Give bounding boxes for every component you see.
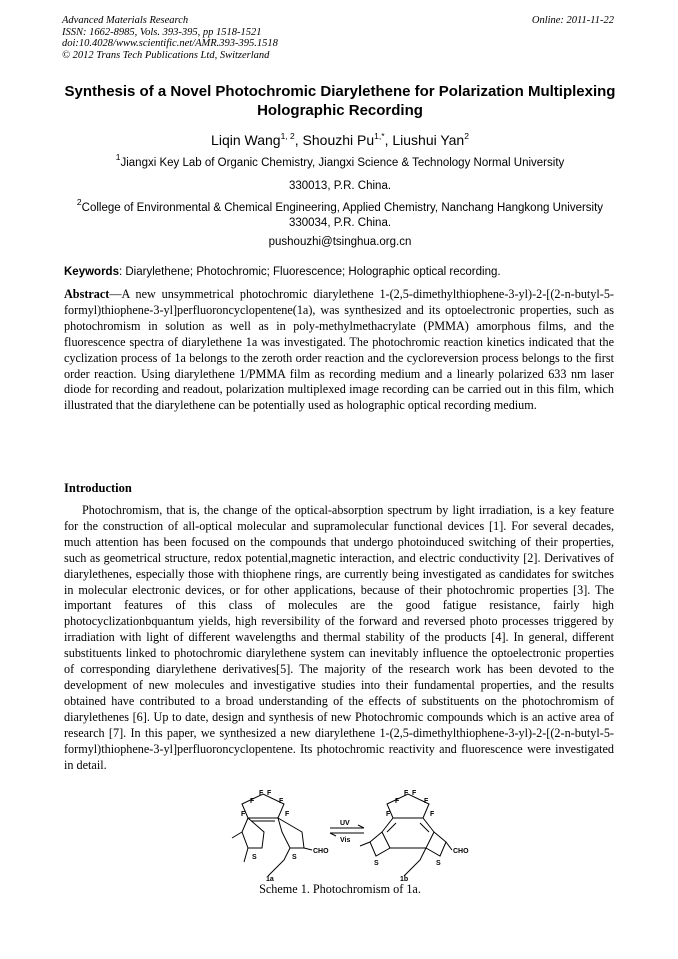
fluorine-atom-label: F	[412, 790, 417, 797]
author-email: pushouzhi@tsinghua.org.cn	[268, 236, 412, 248]
journal-header	[62, 15, 278, 61]
author-separator: ,	[294, 132, 303, 148]
fluorine-atom-label: F	[424, 798, 429, 805]
thiophene-ring-right-closed	[426, 832, 446, 856]
author-affiliation-mark: 2	[464, 131, 469, 141]
affiliation-2	[62, 197, 618, 231]
fluorine-atom-label: F	[386, 811, 391, 818]
author-affiliation-mark: 1, 2	[280, 131, 295, 141]
methyl-bond	[232, 832, 242, 838]
introduction-text: Photochromism, that is, the change of the optical-absorption spectrum by light irradiation, is a key feature for the construction of all-optical molecular and supramolecular functional devices [1]. For several decades, much attention has been focused on the compounds that undergo photoinduced switching of their properties, such as geometrical structure, redox potential,magnetic interaction, and electric conductivity [2]. Derivatives of diarylethenes, especially those with thiophene rings, are currently being investigated as candidates for switches in molecular electronic devices, or for other applications, because of their photochromic properties [3]. The important features of this class of molecules are the good fatigue resistance, fairly high photocyclizationbquantum yields, high reversibility of the forward and reversed photo processes triggered by irradiation with light of different wavelengths and thermal stability of the products [4]. In general, different substituents linked to photochromic diarylethene system can inevitably influence the optoelectronic properties of corresponding diarylethene derivatives[5]. The majority of the research work has been devoted to the development of new molecules and investigative studies into their fundamental properties, and the results obtained have contributed to a broad understanding of the effects of substituents on the photochromism of diarylethenes [6]. Up to date, design and synthesis of new Photochromic compounds which is an active area of research [7]. In this paper, we synthesized a new diarylethene 1-(2,5-dimethylthiophene-3-yl)-2-[(2-n-butyl-5-formyl)thiophene-3-yl]perfluoroncyclopentene. Its photochromic reactivity and fluorescence were investigated in detail.	[64, 503, 614, 772]
corresponding-author-mark: *	[381, 131, 385, 141]
formyl-bond	[446, 842, 452, 850]
compound-label-1b: 1b	[400, 876, 409, 882]
author-list	[60, 131, 620, 149]
sulfur-atom-label: S	[374, 860, 379, 867]
thiophene-ring-right-open	[278, 818, 304, 848]
sulfur-atom-label: S	[252, 854, 257, 861]
fluorine-atom-label: F	[267, 790, 272, 797]
vis-label: Vis	[340, 837, 351, 844]
perfluorocyclopentene-ring-open	[242, 794, 284, 818]
methyl-bond	[244, 848, 248, 862]
fluorine-atom-label: F	[279, 798, 284, 805]
thiophene-ring-left-closed	[370, 832, 390, 856]
scheme-caption: Scheme 1. Photochromism of 1a.	[259, 882, 421, 896]
abstract	[64, 287, 614, 414]
fluorine-atom-label: F	[259, 790, 264, 797]
journal-name: Advanced Materials Research	[62, 15, 189, 26]
affiliation-text: College of Environmental & Chemical Engineering, Applied Chemistry, Nanchang Hangkong University 330034, P.R. China.	[81, 202, 604, 229]
butyl-chain	[404, 848, 426, 876]
compound-label-1a: 1a	[266, 876, 274, 882]
author-affiliation-mark: 1,*	[374, 131, 385, 141]
fluorine-atom-label: F	[430, 811, 435, 818]
central-ring-closed	[382, 818, 434, 848]
sulfur-atom-label: S	[292, 854, 297, 861]
abstract-label: Abstract	[64, 287, 110, 301]
perfluorocyclopentene-ring-closed	[387, 794, 429, 818]
aldehyde-group-label: CHO	[453, 848, 469, 855]
author-name: Liushui Yan	[392, 132, 465, 148]
uv-label: UV	[340, 820, 350, 827]
butyl-chain	[268, 848, 290, 876]
fluorine-atom-label: F	[285, 811, 290, 818]
affiliation-number: 1	[115, 152, 121, 162]
journal-issn: ISSN: 1662-8985, Vols. 393-395, pp 1518-1521	[62, 26, 262, 38]
affiliation-text: Jiangxi Key Lab of Organic Chemistry, Jiangxi Science & Technology Normal University	[120, 157, 565, 169]
abstract-text: —A new unsymmetrical photochromic diarylethene 1-(2,5-dimethylthiophene-3-yl)-2-[(2-n-butyl-5-formyl)thiophene-3-yl]perfluoroncyclopentene(1a), was synthesized and its optoelectronic properties, such as photochromism in solution as well as in poly-methylmethacrylate (PMMA) amorphous films, and the fluorescence spectra of diarylethene 1a was investigated. The photochromic reaction kinetics indicated that the cyclization process of 1a belongs to the zeroth order reaction and the cycloreversion process belongs to the first order reaction. Using diarylethene 1/PMMA film as recording medium and a linearly polarized 633 nm laser diode for recording and readout, polarization multiplexed image recording can be carried out in this film, which illustrated that the diarylethene can be potentially used as holographic optical recording medium.	[64, 287, 614, 413]
author-separator: ,	[384, 132, 393, 148]
fluorine-atom-label: F	[250, 798, 255, 805]
scheme-photochromism-figure	[230, 790, 480, 882]
keywords-text: : Diarylethene; Photochromic; Fluorescence; Holographic optical recording.	[118, 266, 501, 278]
keywords-label: Keywords	[64, 266, 119, 278]
fluorine-atom-label: F	[241, 811, 246, 818]
author-name: Liqin Wang	[211, 132, 281, 148]
formyl-bond	[304, 848, 312, 850]
thiophene-ring-left-open	[242, 818, 264, 848]
methyl-bond	[360, 842, 370, 846]
journal-copyright: © 2012 Trans Tech Publications Ltd, Switzerland	[62, 49, 270, 61]
journal-doi: doi:10.4028/www.scientific.net/AMR.393-395.1518	[62, 38, 278, 49]
paper-title: Synthesis of a Novel Photochromic Diarylethene for Polarization Multiplexing Holographic Recording	[64, 83, 616, 119]
section-heading-introduction: Introduction	[64, 481, 132, 495]
affiliation-1-line2: 330013, P.R. China.	[288, 180, 392, 192]
online-date: Online: 2011-11-22	[531, 15, 614, 26]
fluorine-atom-label: F	[404, 790, 409, 797]
affiliation-1	[62, 152, 618, 171]
fluorine-atom-label: F	[395, 798, 400, 805]
keywords	[64, 265, 616, 280]
affiliation-number: 2	[76, 197, 82, 207]
author-name: Shouzhi Pu	[302, 132, 375, 148]
aldehyde-group-label: CHO	[313, 848, 329, 855]
sulfur-atom-label: S	[436, 860, 441, 867]
